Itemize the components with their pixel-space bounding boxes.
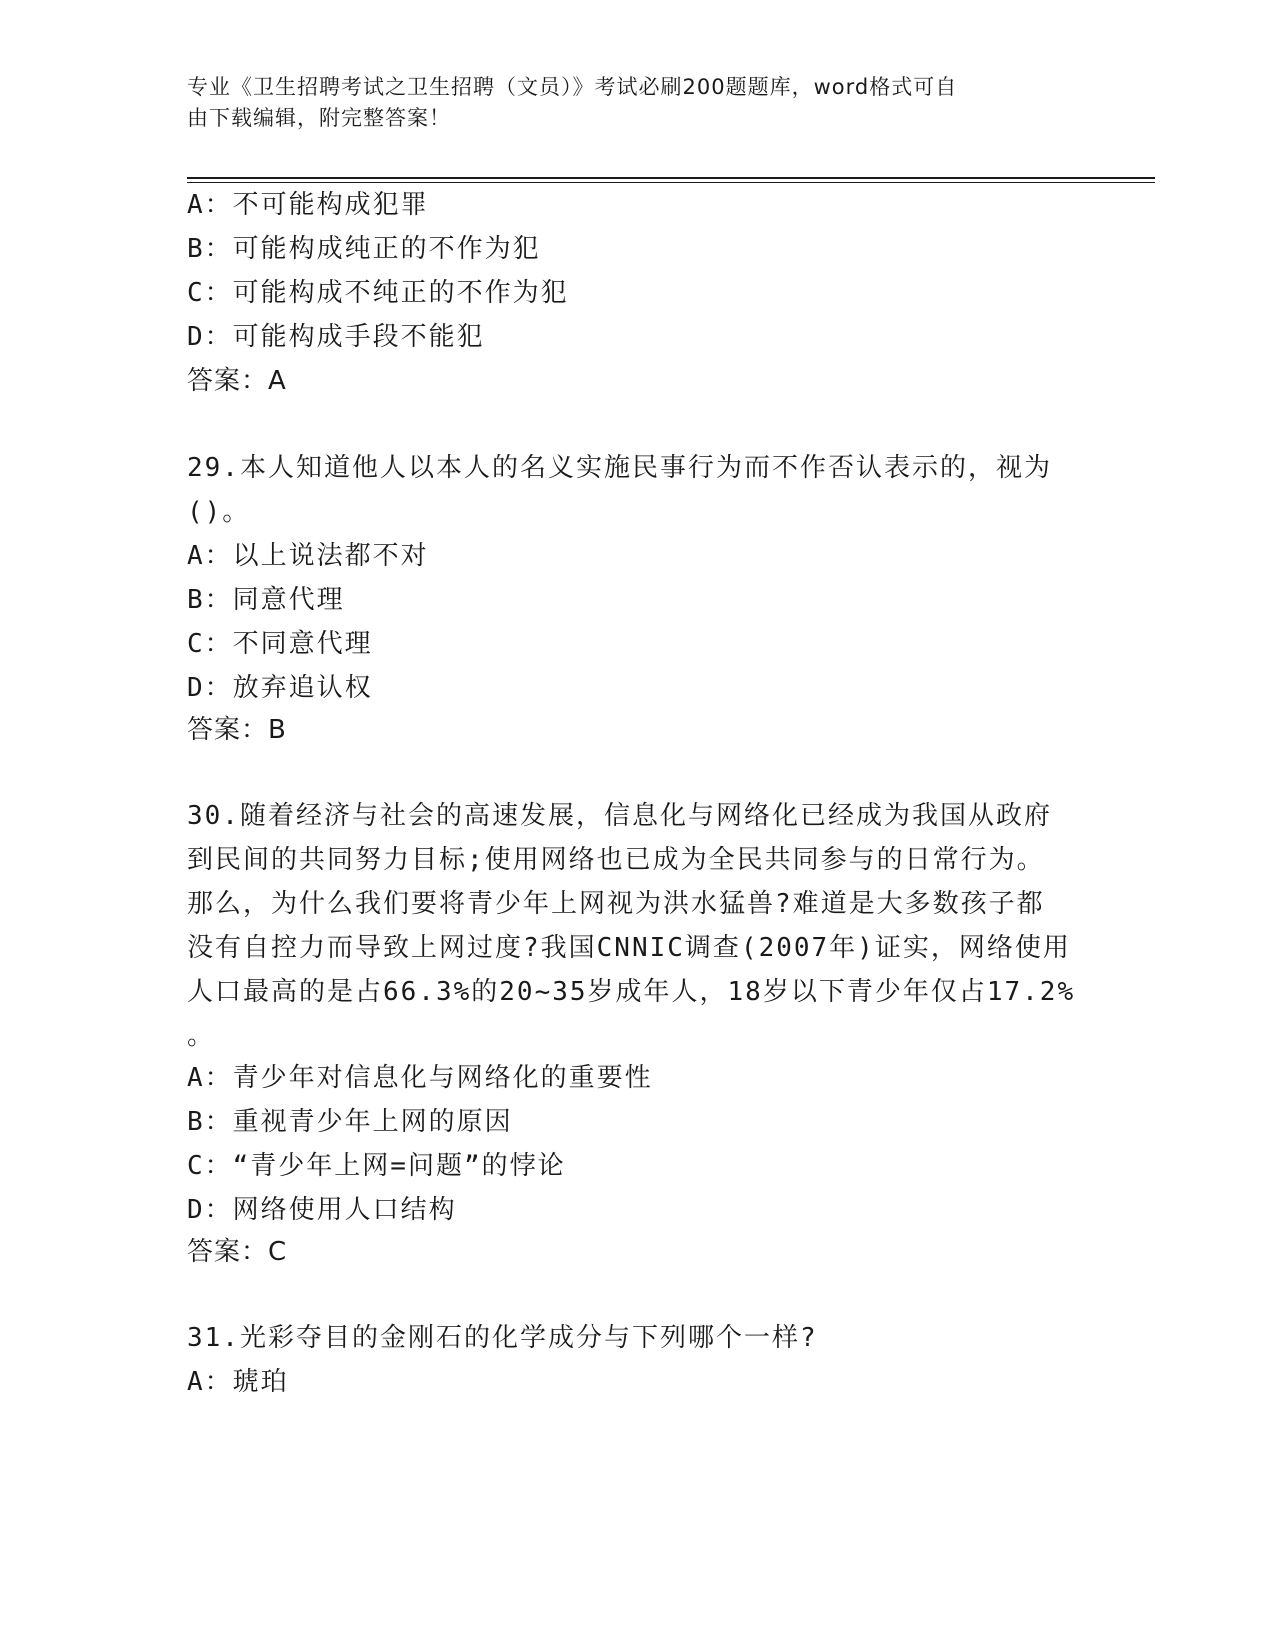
q30-option-a: A：青少年对信息化与网络化的重要性 [187, 1063, 653, 1093]
q30-stem-line-2: 到民间的共同努力目标;使用网络也已成为全民共同参与的日常行为。 [187, 845, 1045, 875]
q28-option-b: B：可能构成纯正的不作为犯 [187, 234, 541, 264]
q30-stem-line-6: 。 [187, 1021, 216, 1051]
q30-answer: 答案：C [187, 1237, 288, 1267]
q29-stem-line-2: ()。 [187, 497, 251, 527]
q30-option-c: C：“青少年上网=问题”的悖论 [187, 1151, 566, 1181]
q31-option-a: A：琥珀 [187, 1367, 289, 1397]
q30-option-b: B：重视青少年上网的原因 [187, 1107, 513, 1137]
q31-stem-line-1: 31.光彩夺目的金刚石的化学成分与下列哪个一样? [187, 1323, 818, 1353]
q28-answer: 答案：A [187, 366, 287, 396]
header-line-1: 专业《卫生招聘考试之卫生招聘（文员）》考试必刷200题题库，word格式可自 [187, 75, 958, 99]
q30-option-d: D：网络使用人口结构 [187, 1195, 457, 1225]
header-line-2: 由下载编辑，附完整答案！ [187, 106, 451, 130]
q28-option-a: A：不可能构成犯罪 [187, 190, 429, 220]
header-divider [187, 177, 1155, 179]
q30-stem-line-3: 那么，为什么我们要将青少年上网视为洪水猛兽?难道是大多数孩子都 [187, 889, 1045, 919]
q29-option-a: A：以上说法都不对 [187, 541, 429, 571]
q30-stem-line-4: 没有自控力而导致上网过度?我国CNNIC调查(2007年)证实，网络使用 [187, 933, 1071, 963]
header-divider-thin [187, 182, 1155, 183]
q29-option-b: B：同意代理 [187, 585, 345, 615]
q30-stem-line-1: 30.随着经济与社会的高速发展，信息化与网络化已经成为我国从政府 [187, 801, 1052, 831]
q29-option-d: D：放弃追认权 [187, 673, 373, 703]
q30-stem-line-5: 人口最高的是占66.3%的20~35岁成年人，18岁以下青少年仅占17.2% [187, 977, 1076, 1007]
q28-option-c: C：可能构成不纯正的不作为犯 [187, 278, 569, 308]
q29-option-c: C：不同意代理 [187, 629, 373, 659]
q29-stem-line-1: 29.本人知道他人以本人的名义实施民事行为而不作否认表示的，视为 [187, 453, 1052, 483]
q28-option-d: D：可能构成手段不能犯 [187, 322, 485, 352]
document-header [187, 72, 1067, 134]
q29-answer: 答案：B [187, 715, 287, 745]
